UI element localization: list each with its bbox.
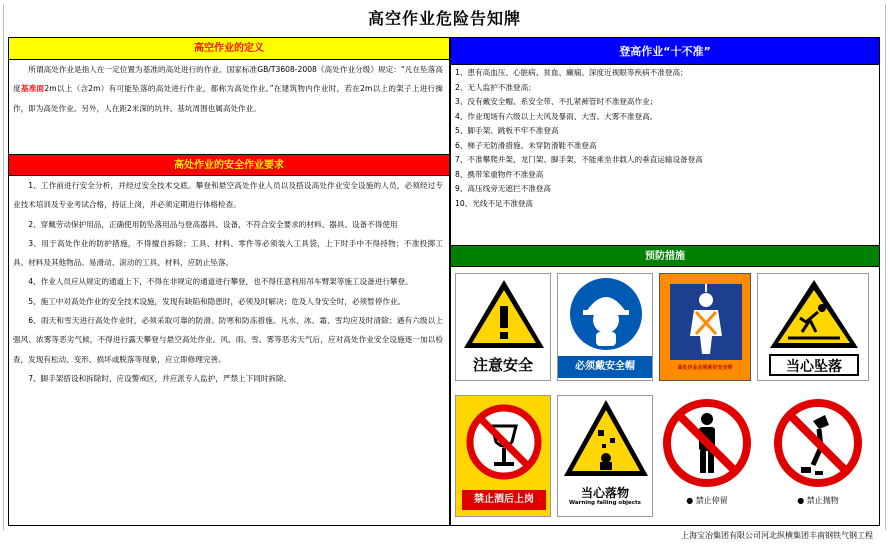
definition-text-post: 2m以上（含2m）有可能坠落的高处进行作业，都称为高处作业。”在建筑物内作业时，若在2m以上的架子上进行操作，即为高处作业。另外，人在距2米深的坑井、基坑周围也属高处作业。 bbox=[13, 84, 443, 113]
safety-signs-grid bbox=[451, 267, 879, 525]
sign-helmet-label: 必须戴安全帽 bbox=[558, 356, 652, 378]
footer-company: 上海宝冶集团有限公司河北纵横集团丰南钢铁气钢工程 bbox=[681, 531, 873, 540]
definition-text bbox=[9, 60, 449, 154]
sign-no-drink bbox=[455, 395, 551, 517]
notice-board bbox=[8, 37, 880, 526]
requirement-item: 7、脚手架搭设和拆除时，应设警戒区，并应派专人监护，严禁上下同时拆除。 bbox=[28, 373, 292, 383]
definition-header: 高空作业的定义 bbox=[9, 38, 449, 60]
sign-no-throw bbox=[763, 395, 873, 517]
safety-harness-icon bbox=[660, 278, 752, 368]
requirements-header: 高处作业的安全作业要求 bbox=[9, 154, 449, 176]
right-column bbox=[451, 38, 879, 525]
sign-caution bbox=[455, 273, 551, 381]
definition-text-pre: 所谓高处作业是指人在一定位置为基准的高处进行的作业。国家标准GB/T3608-2008《高处作业分级》规定：“凡在坠落高度 bbox=[13, 65, 443, 94]
sign-helmet bbox=[557, 273, 653, 381]
falling-objects-icon bbox=[558, 396, 654, 482]
sign-no-stop bbox=[659, 395, 755, 517]
rule-item: 4、作业现场有六级以上大风及暴雨、大雪、大雾不准登高。 bbox=[455, 111, 658, 121]
page-title: 高空作业危险告知牌 bbox=[367, 9, 521, 28]
ten-rules-header: 登高作业“十不准” bbox=[451, 38, 879, 65]
rule-item: 10、光线不足不准登高 bbox=[455, 198, 534, 208]
no-throwing-icon bbox=[763, 395, 873, 491]
requirement-item: 5、施工中对高处作业的安全技术设施，发现有缺陷和隐患时，必须及时解决；危及人身安全时，必须暂停作业。 bbox=[28, 296, 406, 306]
page-edge-right bbox=[885, 4, 886, 530]
sign-no-stop-label: ● 禁止停留 bbox=[686, 496, 728, 505]
requirement-item: 2、穿戴劳动保护用品，正确使用防坠落用品与登高器具、设备，不符合安全要求的材料、器具、设备不得使用 bbox=[28, 219, 398, 229]
no-standing-icon bbox=[659, 395, 755, 491]
sign-caution-label: 注意安全 bbox=[472, 356, 533, 374]
requirement-item: 1、工作前进行安全分析，并经过安全技术交底。攀登和悬空高处作业人员以及搭设高处作业安全设施的人员，必须经过专业技术培训及专业考试合格，持证上岗，并必须定期进行体格检查。 bbox=[13, 181, 443, 210]
page-edge-left bbox=[3, 4, 4, 530]
sign-harness-label: 高处作业必须系好安全带 bbox=[677, 365, 733, 371]
rule-item: 2、无人监护不准登高； bbox=[455, 82, 536, 92]
requirement-item: 6、雨天和雪天进行高处作业时，必须采取可靠的防滑、防寒和防冻措施。凡水、冰、霜、雪均应及时清除；遇有六级以上强风、浓雾等恶劣气候，不得进行露天攀登与悬空高处作业。风、雨、雪、雾等恶劣天气后，应对高处作业安全设施逐一加以检查，发现有松动、变形、损坏或脱落等现象，应立即修理完善。 bbox=[13, 316, 443, 364]
requirements-list bbox=[9, 176, 449, 524]
rule-item: 8、携带笨重物件不准登高 bbox=[455, 169, 544, 179]
sign-no-throw-label: ● 禁止抛物 bbox=[797, 496, 839, 505]
sign-fall-label: 当心坠落 bbox=[769, 354, 859, 376]
definition-highlight: 基准面 bbox=[20, 84, 45, 94]
warning-triangle-icon bbox=[456, 274, 552, 354]
sign-fall bbox=[757, 273, 869, 381]
left-column bbox=[9, 38, 451, 525]
sign-harness bbox=[659, 273, 751, 381]
precautions-header: 预防措施 bbox=[451, 245, 879, 267]
sign-falling-objects bbox=[557, 395, 653, 517]
no-alcohol-icon bbox=[456, 396, 552, 488]
rule-item: 6、梯子无防滑措施、未穿防滑鞋不准登高 bbox=[455, 140, 597, 150]
sign-falling-label: 当心落物 bbox=[580, 486, 629, 500]
rule-item: 1、患有高血压、心脏病、贫血、癫痫、深度近视眼等疾病不准登高； bbox=[455, 68, 688, 77]
requirement-item: 3、用于高处作业的防护措施，不得擅自拆除；工具、材料、零件等必须装入工具袋，上下时手中不得持物；不准投掷工具、材料及其他物品。易滑动、滚动的工具、材料，应防止坠落。 bbox=[13, 238, 443, 268]
helmet-icon bbox=[558, 274, 654, 354]
rule-item: 7、不准攀爬井架、龙门架、脚手架，不能乘坐非载人的垂直运输设备登高 bbox=[455, 155, 703, 164]
rule-item: 3、没有戴安全帽、系安全带、不扎紧裤管时不准登高作业； bbox=[455, 97, 658, 106]
sign-no-drink-label: 禁止酒后上岗 bbox=[462, 490, 546, 510]
requirement-item: 4、作业人员应从规定的通道上下，不得在非规定的通道进行攀登，也不得任意利用吊车臂架等施工设备进行攀登。 bbox=[28, 277, 413, 287]
falling-person-icon bbox=[758, 274, 870, 352]
rule-item: 9、高压线旁无遮拦不准登高 bbox=[455, 184, 551, 193]
ten-rules-list bbox=[451, 65, 879, 245]
rule-item: 5、脚手架、跳板不牢不准登高 bbox=[455, 126, 559, 135]
sign-falling-label-en: Warning falling objects bbox=[569, 500, 641, 506]
